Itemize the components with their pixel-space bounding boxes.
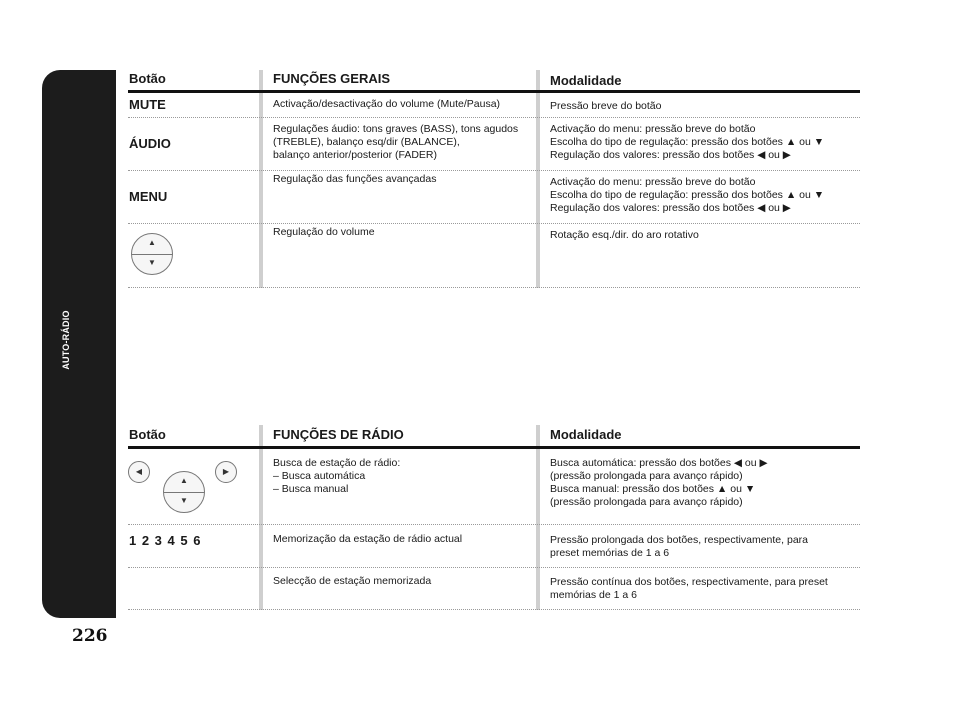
header-rule xyxy=(128,90,860,93)
column-divider xyxy=(536,70,540,288)
up-arrow-icon: ▲ xyxy=(148,238,156,247)
button-audio: ÁUDIO xyxy=(129,136,171,151)
header-button: Botão xyxy=(129,71,166,86)
mode-text: Busca automática: pressão dos botões ◀ ou ▶ (pressão prolongada para avanço rápido) Busca manual: pressão dos botões ▲ ou ▼ (pressão prolongada para avanço rápido) xyxy=(550,457,768,508)
row-divider xyxy=(128,609,860,610)
column-divider xyxy=(536,425,540,610)
page-number: 226 xyxy=(72,626,108,646)
function-text: Memorização da estação de rádio actual xyxy=(273,533,463,545)
chapter-label: AUTO-RÁDIO xyxy=(61,310,71,370)
down-arrow-icon: ▼ xyxy=(180,496,188,505)
header-button: Botão xyxy=(129,427,166,442)
left-arrow-button-icon: ◀ xyxy=(128,461,150,483)
tuning-knob-icon xyxy=(163,471,205,513)
column-divider xyxy=(259,70,263,288)
row-divider xyxy=(128,287,860,288)
row-divider xyxy=(128,524,860,525)
button-menu: MENU xyxy=(129,189,168,204)
column-divider xyxy=(259,425,263,610)
down-arrow-icon: ▼ xyxy=(148,258,156,267)
mode-text: Pressão breve do botão xyxy=(550,100,662,112)
chapter-tab xyxy=(42,70,116,618)
function-text: Busca de estação de rádio: – Busca automática – Busca manual xyxy=(273,457,401,495)
row-divider xyxy=(128,223,860,224)
header-functions: FUNÇÕES GERAIS xyxy=(273,71,391,86)
preset-buttons: 1 2 3 4 5 6 xyxy=(129,533,202,548)
mode-text: Activação do menu: pressão breve do botão Escolha do tipo de regulação: pressão dos botões ▲ ou ▼ Regulação dos valores: pressão dos botões ◀ ou ▶ xyxy=(550,176,825,214)
row-divider xyxy=(128,567,860,568)
volume-knob-icon xyxy=(131,233,173,275)
header-mode: Modalidade xyxy=(550,427,622,442)
header-rule xyxy=(128,446,860,449)
function-text: Regulação do volume xyxy=(273,226,375,238)
header-functions: FUNÇÕES DE RÁDIO xyxy=(273,427,404,442)
mode-text: Pressão contínua dos botões, respectivamente, para preset memórias de 1 a 6 xyxy=(550,576,828,601)
function-text: Selecção de estação memorizada xyxy=(273,575,432,587)
function-text: Regulações áudio: tons graves (BASS), tons agudos (TREBLE), balanço esq/dir (BALANCE), balanço anterior/posterior (FADER) xyxy=(273,123,519,161)
up-arrow-icon: ▲ xyxy=(180,476,188,485)
function-text: Regulação das funções avançadas xyxy=(273,173,437,185)
row-divider xyxy=(128,117,860,118)
mode-text: Rotação esq./dir. do aro rotativo xyxy=(550,229,699,241)
row-divider xyxy=(128,170,860,171)
header-mode: Modalidade xyxy=(550,73,622,88)
right-arrow-button-icon: ▶ xyxy=(215,461,237,483)
function-text: Activação/desactivação do volume (Mute/Pausa) xyxy=(273,98,501,110)
mode-text: Activação do menu: pressão breve do botão Escolha do tipo de regulação: pressão dos botões ▲ ou ▼ Regulação dos valores: pressão dos botões ◀ ou ▶ xyxy=(550,123,825,161)
button-mute: MUTE xyxy=(129,97,166,112)
mode-text: Pressão prolongada dos botões, respectivamente, para preset memórias de 1 a 6 xyxy=(550,534,808,559)
